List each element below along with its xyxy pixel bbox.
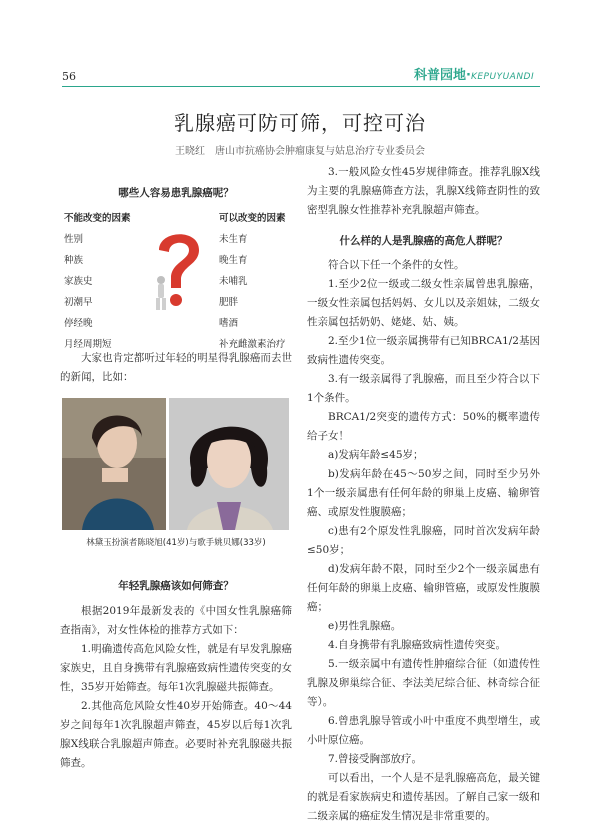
- question-mark-illustration: [147, 220, 211, 320]
- paragraph: 3.有一级亲属得了乳腺癌，而且至少符合以下1个条件。: [307, 373, 540, 404]
- factor-item: 嗜酒: [219, 318, 239, 329]
- changeable-title: 可以改变的因素: [219, 213, 286, 224]
- right-top-paragraph: [307, 163, 540, 220]
- section-label: [414, 64, 534, 83]
- factor-item: 种族: [64, 255, 84, 266]
- factor-item: 月经周期短: [64, 339, 112, 350]
- photo-chen-xiaoxu: [62, 398, 166, 530]
- paragraph: d)发病年龄不限，同时至少2个一级亲属患有任何年龄的卵巢上皮癌、输卵管癌，或原发性腹膜癌；: [307, 563, 540, 613]
- factor-item: 晚生育: [219, 255, 248, 266]
- paragraph: 4.自身携带有乳腺癌致病性遗传突变。: [328, 639, 507, 651]
- paragraph: BRCA1/2突变的遗传方式：50%的概率遗传给子女！: [307, 411, 540, 442]
- heading-who-at-risk: 哪些人容易患乳腺癌呢？: [118, 187, 234, 199]
- paragraph: 可以看出，一个人是不是乳腺癌高危，最关键的就是看家族病史和遗传基因。了解自己家一级和二级亲属的癌症发生情况是非常重要的。: [307, 772, 540, 822]
- changeable-factors: [219, 208, 299, 355]
- photo-yao-beina: [169, 398, 289, 530]
- factor-item: 补充雌激素治疗: [219, 339, 286, 350]
- paragraph: 5.一级亲属中有遗传性肿瘤综合征（如遗传性乳腺及卵巢综合征、李法美尼综合征、林奇综合征等）。: [307, 658, 540, 708]
- unchangeable-factors: [64, 208, 144, 355]
- paragraph: 1.至少2位一级或二级女性亲属曾患乳腺癌，一级女性亲属包括妈妈、女儿以及亲姐妹，二级女性亲属包括奶奶、姥姥、姑、姨。: [307, 278, 540, 328]
- unchangeable-title: 不能改变的因素: [64, 213, 131, 224]
- section-sep: ·: [466, 68, 471, 83]
- factor-item: 未哺乳: [219, 276, 248, 287]
- section-cn: 科普园地: [414, 68, 467, 83]
- factor-item: 初潮早: [64, 297, 93, 308]
- paragraph: 2.至少1位一级亲属携带有已知BRCA1/2基因致病性遗传突变。: [307, 335, 540, 366]
- paragraph: e)男性乳腺癌。: [328, 620, 402, 632]
- paragraph: 3.一般风险女性45岁规律筛查。推荐乳腺X线为主要的乳腺癌筛查方法，乳腺X线筛查阴性的致密型乳腺女性推荐补充乳腺超声筛查。: [307, 166, 540, 216]
- header-rule: [62, 86, 540, 87]
- paragraph: a)发病年龄≤45岁；: [328, 449, 424, 461]
- paragraph: 1.明确遗传高危风险女性，就是有早发乳腺癌家族史，且自身携带有乳腺癌致病性遗传突变的女性，35岁开始筛查。每年1次乳腺磁共振筛查。: [60, 643, 292, 693]
- left-body: [60, 602, 292, 773]
- heading-young-screening: 年轻乳腺癌该如何筛查？: [118, 580, 234, 592]
- paragraph: b)发病年龄在45～50岁之间，同时至少另外1个一级亲属患有任何年龄的卵巢上皮癌、输卵管癌、或原发性腹膜癌；: [307, 468, 540, 518]
- factor-item: 未生育: [219, 234, 248, 245]
- intro-text: 大家也肯定都听过年轻的明星得乳腺癌而去世的新闻，比如：: [60, 352, 292, 383]
- intro-paragraph: [60, 349, 292, 387]
- factor-item: 肥胖: [219, 297, 239, 308]
- factor-item: 性别: [64, 234, 84, 245]
- right-body: [307, 256, 540, 826]
- paragraph: 2.其他高危风险女性40岁开始筛查。40～44岁之间每年1次乳腺超声筛查，45岁以后每1次乳腺X线联合乳腺超声筛查。必要时补充乳腺磁共振筛查。: [60, 700, 292, 769]
- factor-item: 停经晚: [64, 318, 93, 329]
- page-number: 56: [62, 70, 76, 83]
- paragraph: 根据2019年最新发表的《中国女性乳腺癌筛查指南》，对女性体检的推荐方式如下：: [60, 605, 292, 636]
- paragraph: 6.曾患乳腺导管或小叶中重度不典型增生，或小叶原位癌。: [307, 715, 540, 746]
- paragraph: c)患有2个原发性乳腺癌，同时首次发病年龄≤50岁；: [307, 525, 540, 556]
- paragraph: 7.曾接受胸部放疗。: [328, 753, 423, 765]
- article-byline: 王晓红 唐山市抗癌协会肿瘤康复与姑息治疗专业委员会: [175, 146, 425, 157]
- article-title: 乳腺癌可防可筛，可控可治: [174, 111, 426, 135]
- factor-item: 家族史: [64, 276, 93, 287]
- heading-high-risk: 什么样的人是乳腺癌的高危人群呢？: [339, 235, 508, 247]
- section-en: KEPUYUANDI: [470, 72, 535, 82]
- photo-caption: 林黛玉扮演者陈晓旭(41岁)与歌手姚贝娜(33岁): [86, 538, 266, 548]
- paragraph: 符合以下任一个条件的女性。: [328, 259, 465, 271]
